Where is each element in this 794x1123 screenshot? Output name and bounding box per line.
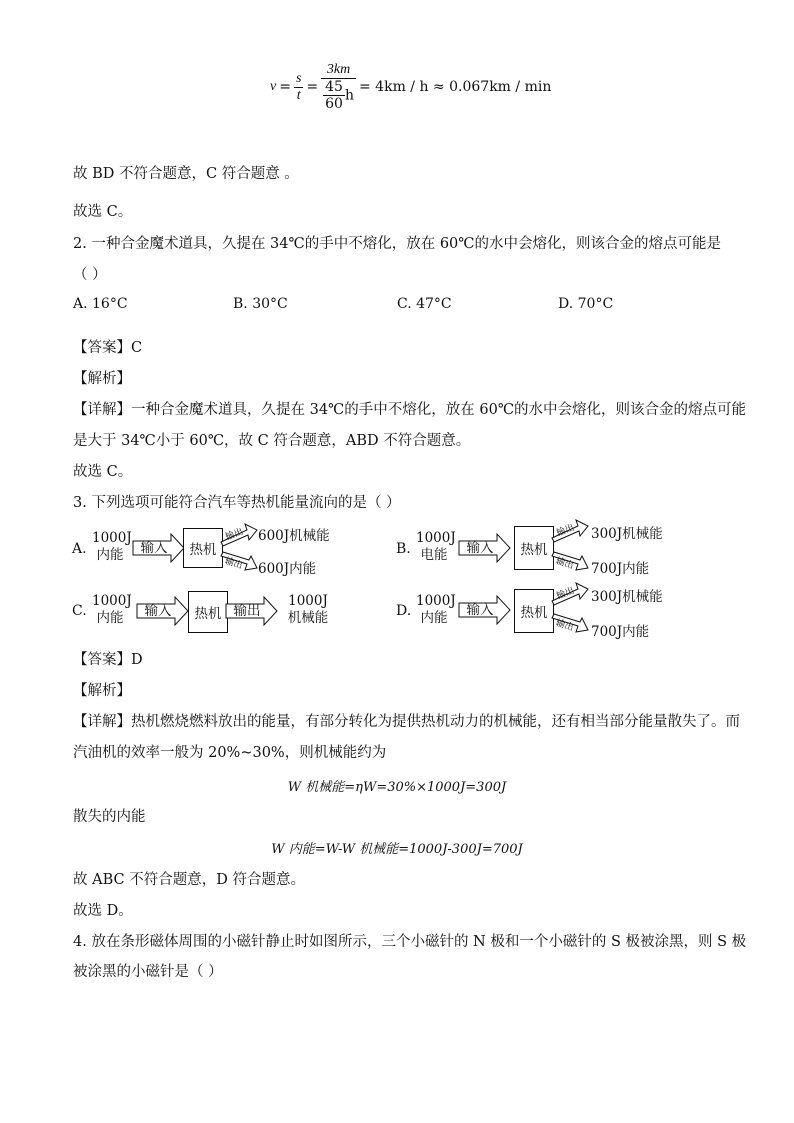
detail-text: 是大于 34℃小于 60℃，故 C 符合题意，ABD 不符合题意。 <box>73 433 471 449</box>
question-4: 4. 放在条形磁体周围的小磁针静止时如图所示，三个小磁针的 N 极和一个小磁针的 S 极被涂黑，则 S 极 <box>73 934 747 950</box>
question-2: 2. 一种合金魔术道具，久提在 34℃的手中不熔化，放在 60℃的水中会熔化，则该合金的熔点可能是 <box>73 236 722 252</box>
velocity-formula: v = $\frac{s}{t}$ = 3km $\frac{45}{60}$ h = 4km / h ≈ 0.067km / min <box>270 62 552 112</box>
engine-box: 热机 <box>514 526 554 570</box>
question-2-paren: （ ） <box>73 267 107 283</box>
question-3: 3. 下列选项可能符合汽车等热机能量流向的是（ ） <box>73 495 401 511</box>
option-b: B. 30°C <box>233 296 288 312</box>
option-a: A. 16°C <box>73 296 128 312</box>
analysis-label: 【解析】 <box>73 371 131 387</box>
fraction-distance-over-time: 3km $\frac{45}{60}$ h <box>321 62 356 112</box>
text-line: 故选 C。 <box>73 204 133 220</box>
text-line: 故 ABC 不符合题意，D 符合题意。 <box>73 872 305 888</box>
formula-lhs: v <box>270 79 277 94</box>
engine-box: 热机 <box>514 589 554 633</box>
detail-text: 汽油机的效率一般为 20%~30%，则机械能约为 <box>73 745 387 761</box>
detail-text: 【详解】一种合金魔术道具，久提在 34℃的手中不熔化，放在 60℃的水中会熔化，则该合金的熔点可能 <box>73 402 747 418</box>
fraction-s-over-t: $\frac{s}{t}$ <box>295 70 302 103</box>
engine-box: 热机 <box>183 528 223 568</box>
detail-text: 【详解】热机燃烧燃料放出的能量，有部分转化为提供热机动力的机械能，还有相当部分能量散失了。而 <box>73 714 740 730</box>
text-line: 散失的内能 <box>73 809 146 825</box>
analysis-label: 【解析】 <box>73 683 131 699</box>
equation-internal-energy: W 内能=W-W 机械能=1000J-300J=700J <box>271 842 523 857</box>
question-4-cont: 被涂黑的小磁针是（ ） <box>73 964 223 980</box>
engine-box: 热机 <box>188 591 228 633</box>
answer-label: 【答案】D <box>73 652 143 668</box>
equation-mechanical-energy: W 机械能=ηW=30%×1000J=300J <box>287 780 507 795</box>
option-d: D. 70°C <box>558 296 614 312</box>
formula-rhs: = 4km / h ≈ 0.067km / min <box>359 79 552 95</box>
text-line: 故选 D。 <box>73 903 133 919</box>
text-line: 故选 C。 <box>73 464 133 480</box>
option-c: C. 47°C <box>397 296 452 312</box>
text-line: 故 BD 不符合题意，C 符合题意 。 <box>73 166 299 182</box>
answer-label: 【答案】C <box>73 340 143 356</box>
